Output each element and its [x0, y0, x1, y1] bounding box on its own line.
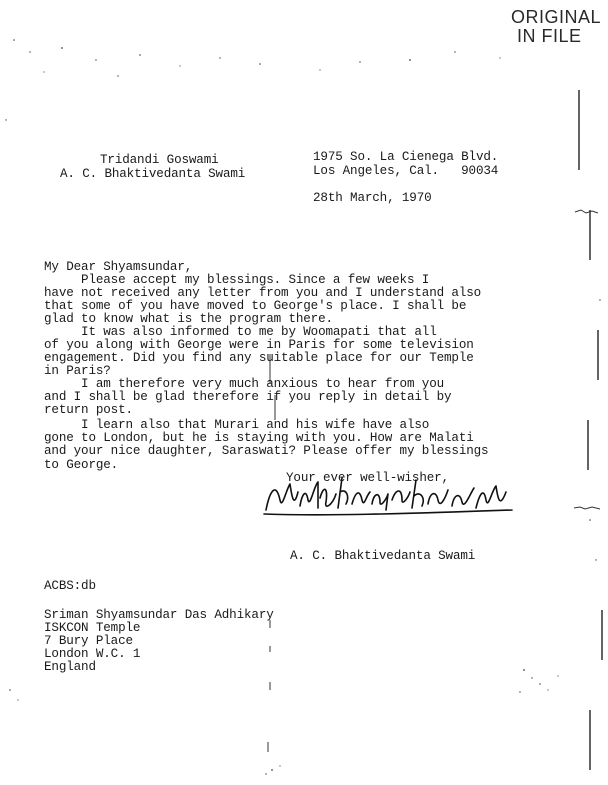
recipient-line: ISKCON Temple: [44, 621, 141, 635]
stamp-line-1: ORIGINAL: [511, 7, 602, 27]
closing: Your ever well-wisher,: [286, 471, 449, 485]
sender-name: A. C. Bhaktivedanta Swami: [60, 167, 246, 181]
body-line: have not received any letter from you and I understand also: [44, 286, 482, 300]
stamp-line-2: IN FILE: [517, 26, 582, 46]
body-line: engagement. Did you find any suitable place for our Temple: [44, 351, 474, 365]
body-line: that some of you have moved to George's place. I shall be: [44, 299, 467, 313]
body-line: in Paris?: [44, 364, 111, 378]
salutation: My Dear Shyamsundar,: [44, 260, 193, 274]
recipient-line: Sriman Shyamsundar Das Adhikary: [44, 608, 274, 622]
body-line: glad to know what is the program there.: [44, 312, 333, 326]
initials: ACBS:db: [44, 579, 96, 593]
address-street: 1975 So. La Cienega Blvd.: [313, 150, 499, 164]
body-line: It was also informed to me by Woomapati that all: [44, 325, 437, 339]
body-line: gone to London, but he is staying with you. How are Malati: [44, 431, 474, 445]
body-line: return post.: [44, 403, 133, 417]
recipient-line: 7 Bury Place: [44, 634, 133, 648]
body-line: of you along with George were in Paris for some television: [44, 338, 474, 352]
recipient-line: London W.C. 1: [44, 647, 141, 661]
body-line: I am therefore very much anxious to hear from you: [44, 377, 445, 391]
original-in-file-stamp: [511, 8, 601, 46]
sender-title: Tridandi Goswami: [100, 153, 219, 167]
body-line: I learn also that Murari and his wife have also: [44, 418, 430, 432]
letter-date: 28th March, 1970: [313, 191, 432, 205]
recipient-line: England: [44, 660, 96, 674]
handwritten-signature: [262, 470, 522, 520]
address-city: Los Angeles, Cal. 90034: [313, 164, 499, 178]
body-line: and your nice daughter, Saraswati? Please offer my blessings: [44, 444, 489, 458]
body-line: and I shall be glad therefore if you reply in detail by: [44, 390, 452, 404]
signature-name: A. C. Bhaktivedanta Swami: [290, 549, 476, 563]
body-line: to George.: [44, 458, 119, 472]
body-line: Please accept my blessings. Since a few weeks I: [44, 273, 430, 287]
